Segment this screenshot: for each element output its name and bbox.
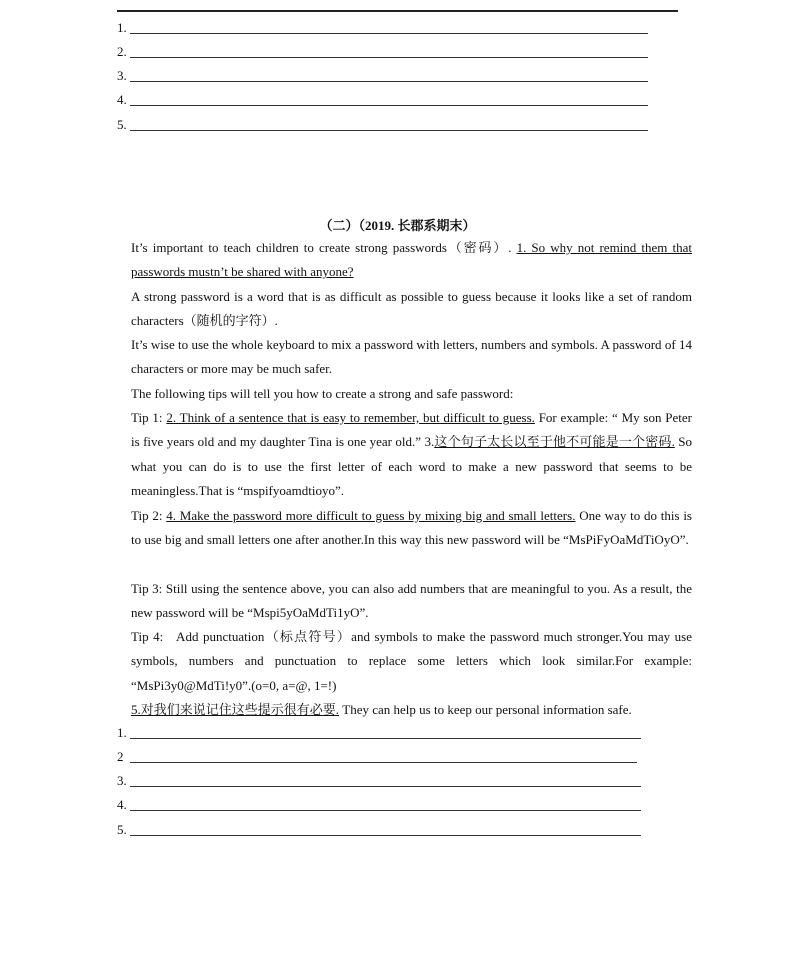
underlined-sentence-5: 5.对我们来说记住这些提示很有必要. — [131, 702, 340, 717]
paragraph-tip-4: Tip 4: Add punctuation（标点符号）and symbols to make the password much stronger.You may use symbols, numbers and punctuation to replace some letters which look similar.For example: “MsPi3y0@MdTi!y0”.(o=0, a=@, 1=!) — [131, 629, 696, 693]
answer-number: 1. — [117, 20, 127, 35]
section-title: （二）（2019. 长郡系期末） — [319, 218, 476, 233]
paragraph-tip-2: Tip 2: 4. Make the password more difficult to guess by mixing big and small letters. One way to do this is to use big and small letters one after another.In this way this new password will be “MsPiFyOaMdTiOyO”. — [131, 508, 692, 548]
paragraph-strong-password: A strong password is a word that is as difficult as possible to guess because it looks like a set of random characters（随机的字符）. — [131, 289, 692, 329]
paragraph-conclusion: 5.对我们来说记住这些提示很有必要. They can help us to keep our personal information safe. — [131, 702, 632, 717]
underlined-sentence-1: 1. So why not remind them that passwords mustn’t be shared with anyone? — [131, 240, 692, 280]
paragraph-tips-intro: The following tips will tell you how to create a strong and safe password: — [131, 386, 514, 401]
top-divider — [117, 10, 678, 12]
answer-number: 2. — [117, 44, 127, 59]
answer-number: 5. — [117, 822, 127, 837]
paragraph-keyboard: It’s wise to use the whole keyboard to mix a password with letters, numbers and symbols. A password of 14 characters or more may be much safer. — [131, 337, 692, 377]
answer-number: 1. — [117, 725, 127, 740]
paragraph-intro: It’s important to teach children to create strong passwords（密码）. 1. So why not remind them that passwords mustn’t be shared with anyone? — [131, 240, 692, 280]
answer-number: 4. — [117, 797, 127, 812]
paragraph-tip-3: Tip 3: Still using the sentence above, you can also add numbers that are meaningful to you. As a result, the new password will be “Mspi5yOaMdTi1yO”. — [131, 581, 692, 621]
answer-number: 3. — [117, 68, 127, 83]
underlined-sentence-4: 4. Make the password more difficult to guess by mixing big and small letters. — [166, 508, 576, 523]
answer-number: 4. — [117, 92, 127, 107]
answer-number: 2 — [117, 749, 124, 764]
underlined-sentence-3: 这个句子太长以至于他不可能是一个密码. — [434, 434, 675, 450]
underlined-sentence-2: 2. Think of a sentence that is easy to remember, but difficult to guess. — [166, 410, 535, 425]
answer-number: 3. — [117, 773, 127, 788]
answer-number: 5. — [117, 117, 127, 132]
paragraph-tip-1: Tip 1: 2. Think of a sentence that is easy to remember, but difficult to guess. For example: “ My son Peter is five years old and my daughter Tina is one year old.” 3.这个句子太长以至于他不可能是一个密码. So what you can do is to use the first letter of each word to make a new password that seems to be meaningless.That is “mspifyoamdtioyo”. — [131, 410, 692, 499]
